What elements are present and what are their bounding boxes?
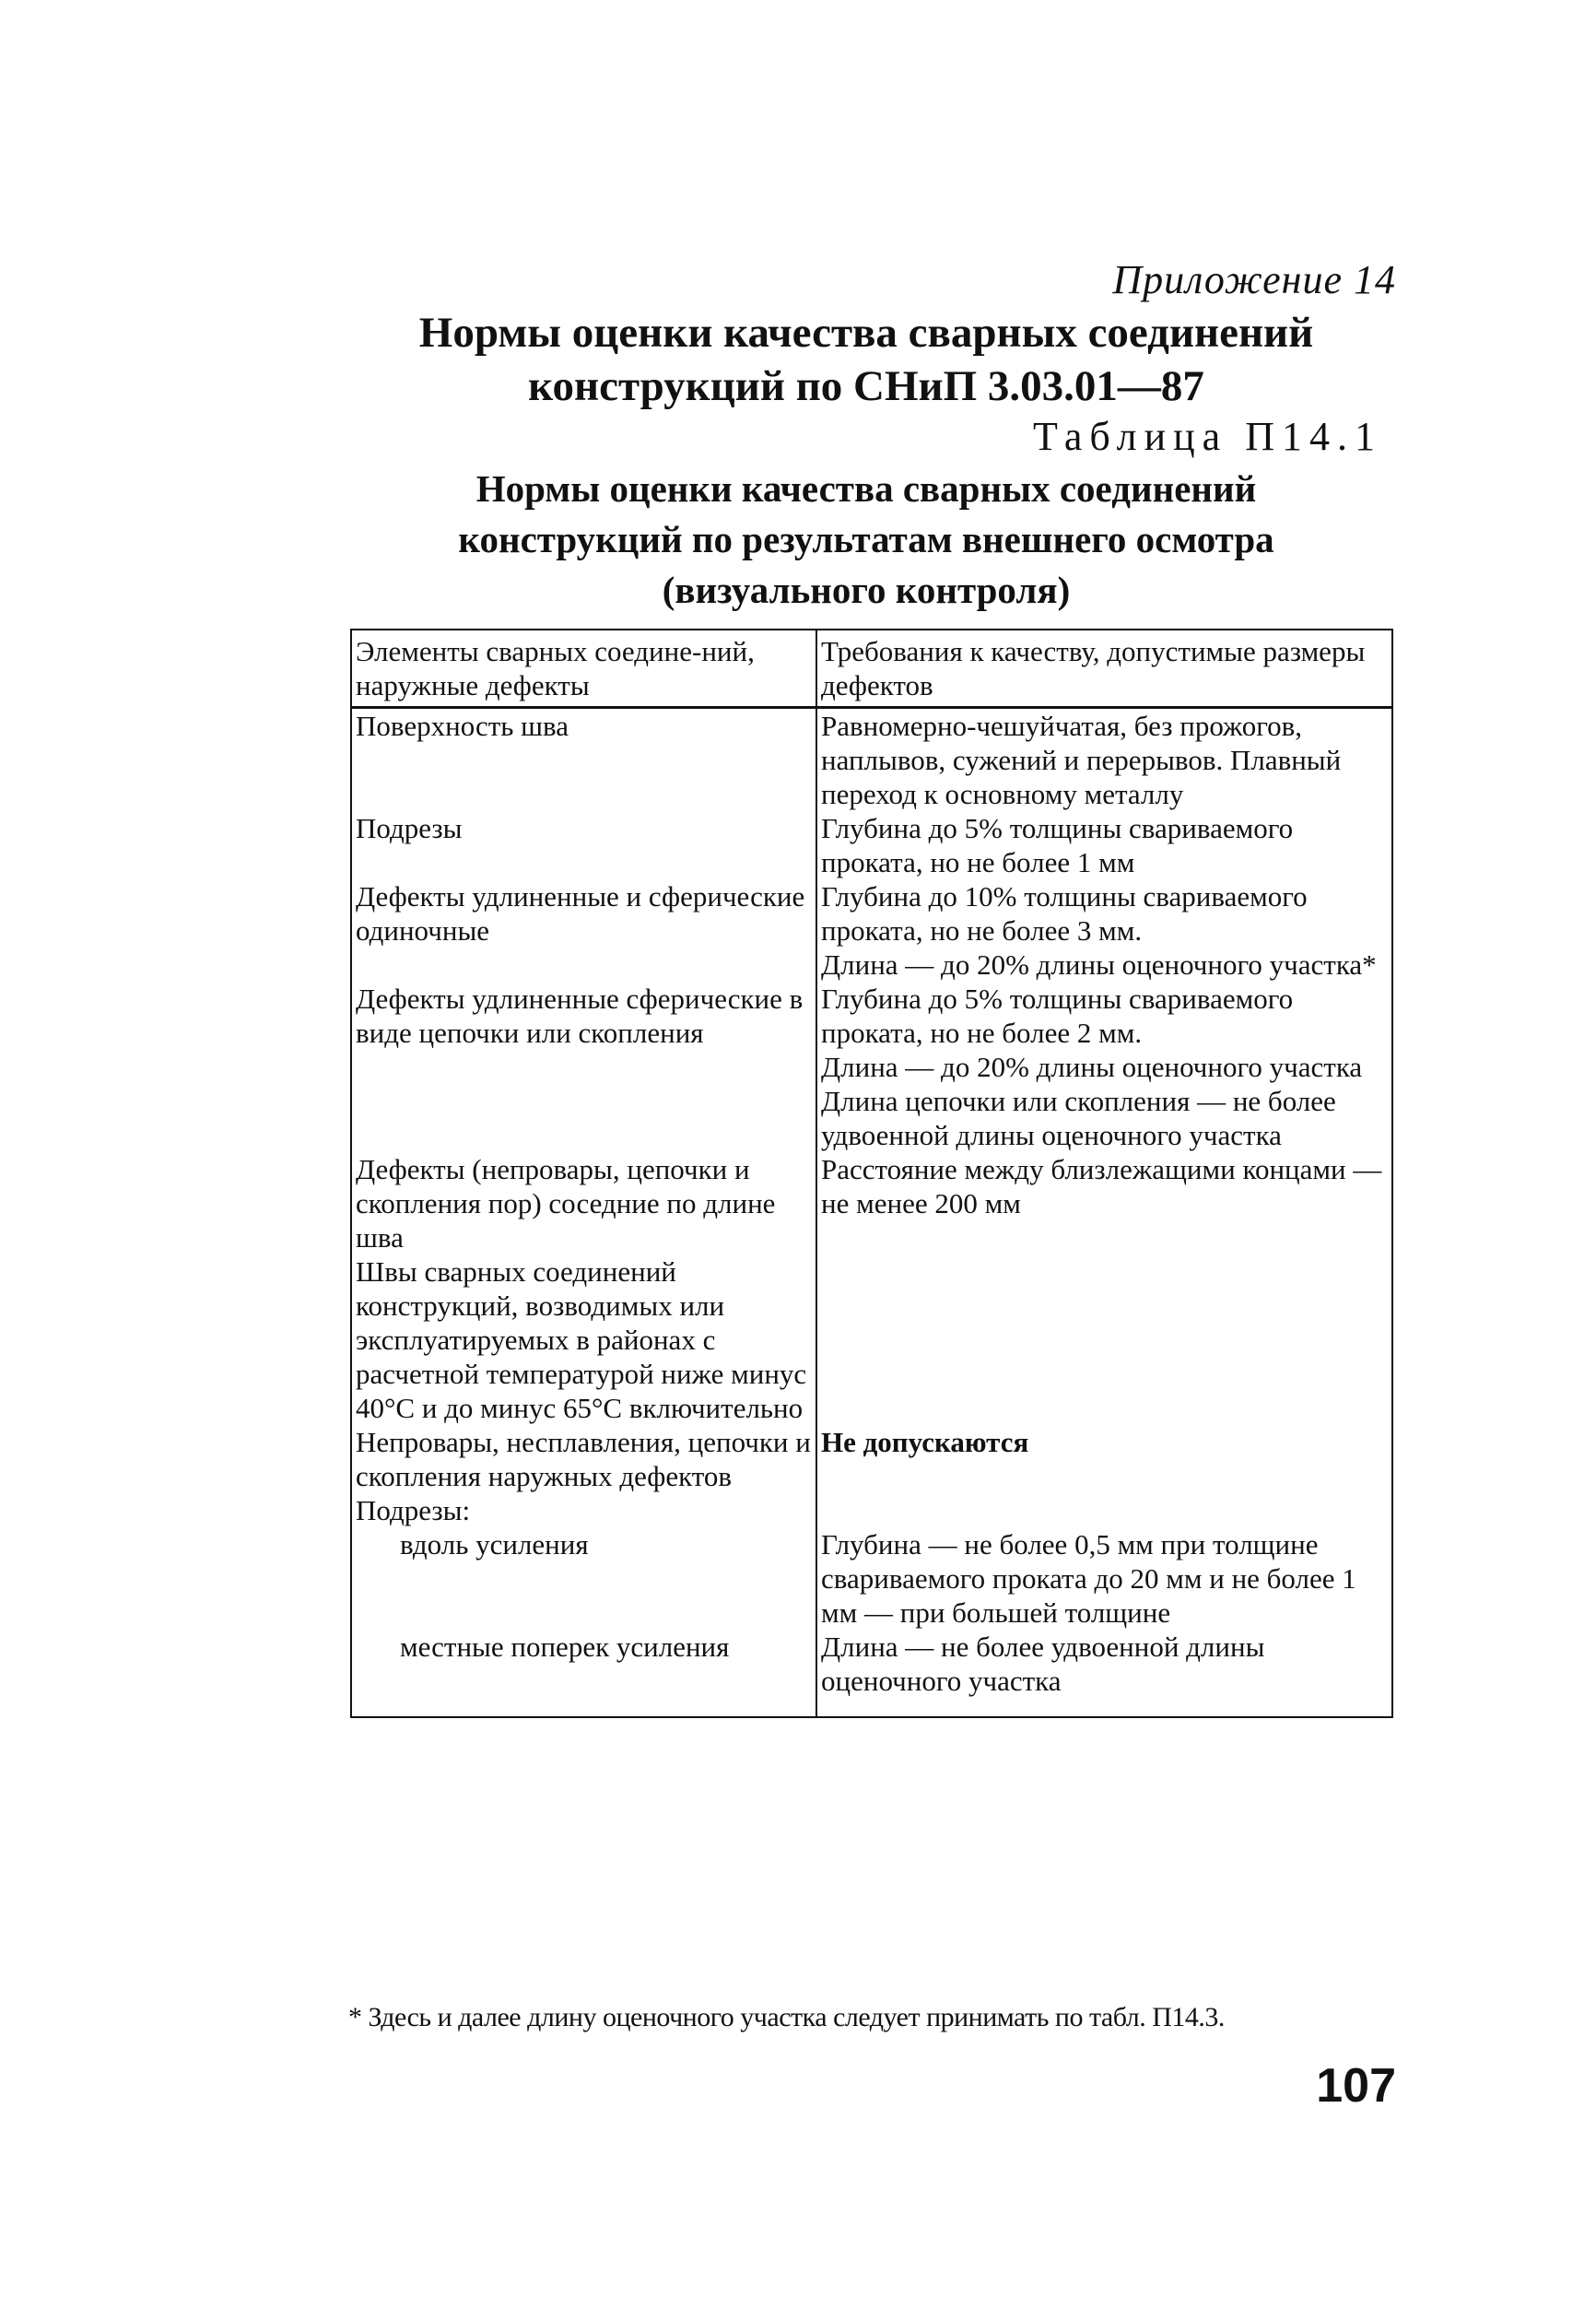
- row-requirement-cell: [816, 879, 1392, 982]
- table-title-line-1: Нормы оценки качества сварных соединений: [475, 467, 1257, 510]
- page-number: 107: [1316, 2059, 1396, 2113]
- requirement-text: Равномерно-чешуйчатая, без прожогов, наплывов, сужений и перерывов. Плавный переход к основному металлу: [821, 710, 1342, 810]
- requirement-text: Не допускаются: [821, 1426, 1029, 1458]
- row-requirement-cell: [816, 1254, 1392, 1425]
- table-row: [351, 1254, 1392, 1425]
- requirement-text: Длина — до 20% длины оценочного участка*: [821, 948, 1377, 981]
- column-header-requirements: Требования к качеству, допустимые размеры дефектов: [816, 630, 1392, 708]
- row-requirement-cell: [816, 708, 1392, 812]
- requirement-text: Глубина — не более 0,5 мм при толщине свариваемого проката до 20 мм и не более 1 мм — при большей толщине: [821, 1528, 1356, 1629]
- row-requirement-cell: [816, 811, 1392, 879]
- table-row: [351, 879, 1392, 982]
- table-number-label: Таблица П14.1: [1033, 414, 1382, 459]
- requirement-text: Расстояние между близлежащими концами — не менее 200 мм: [821, 1153, 1382, 1219]
- footnote: * Здесь и далее длину оценочного участка следует принимать по табл. П14.3.: [348, 2002, 1225, 2032]
- main-title-line-2: конструкций по СНиП 3.03.01—87: [528, 362, 1204, 410]
- row-requirement-cell: [816, 1630, 1392, 1717]
- row-element-cell: Поверхность шва: [351, 708, 816, 812]
- table-title-line-2: конструкций по результатам внешнего осмотра: [458, 518, 1274, 560]
- row-element-cell: Дефекты удлиненные и сферические одиночные: [351, 879, 816, 982]
- requirement-text: Длина — до 20% длины оценочного участка: [821, 1051, 1363, 1083]
- main-title-line-1: Нормы оценки качества сварных соединений: [418, 309, 1314, 357]
- table-row: [351, 1152, 1392, 1254]
- row-element-cell: Подрезы: [351, 811, 816, 879]
- row-element-cell: вдоль усиления: [351, 1527, 816, 1630]
- row-requirement-cell: [816, 1493, 1392, 1527]
- table-title-line-3: (визуального контроля): [662, 569, 1071, 611]
- table-row: [351, 1493, 1392, 1527]
- table-title: [350, 464, 1382, 616]
- table-row: [351, 1630, 1392, 1717]
- appendix-label: Приложение 14: [1112, 257, 1396, 302]
- requirement-text: Глубина до 10% толщины свариваемого проката, но не более 3 мм.: [821, 880, 1308, 947]
- row-requirement-cell: [816, 982, 1392, 1152]
- table-row: [351, 982, 1392, 1152]
- table-row: [351, 1527, 1392, 1630]
- column-header-elements: Элементы сварных соедине-ний, наружные дефекты: [351, 630, 816, 708]
- row-element-cell: Швы сварных соединений конструкций, возводимых или эксплуатируемых в районах с расчетной температурой ниже минус 40°C и до минус 65°C включительно: [351, 1254, 816, 1425]
- table-row: [351, 708, 1392, 812]
- row-element-cell: Дефекты удлиненные сферические в виде цепочки или скопления: [351, 982, 816, 1152]
- quality-norms-table: [350, 629, 1393, 1718]
- main-title: [350, 306, 1382, 413]
- requirement-text: Глубина до 5% толщины свариваемого проката, но не более 1 мм: [821, 812, 1294, 878]
- row-element-cell: Подрезы:: [351, 1493, 816, 1527]
- table-header-row: [351, 630, 1392, 708]
- row-element-cell: местные поперек усиления: [351, 1630, 816, 1717]
- table-row: [351, 1425, 1392, 1493]
- requirement-text: Глубина до 5% толщины свариваемого проката, но не более 2 мм.: [821, 983, 1294, 1049]
- row-requirement-cell: [816, 1152, 1392, 1254]
- table-row: [351, 811, 1392, 879]
- requirement-text: Длина цепочки или скопления — не более удвоенной длины оценочного участка: [821, 1085, 1336, 1151]
- row-requirement-cell: [816, 1527, 1392, 1630]
- row-requirement-cell: [816, 1425, 1392, 1493]
- row-element-cell: Дефекты (непровары, цепочки и скопления пор) соседние по длине шва: [351, 1152, 816, 1254]
- row-element-cell: Непровары, несплавления, цепочки и скопления наружных дефектов: [351, 1425, 816, 1493]
- requirement-text: Длина — не более удвоенной длины оценочного участка: [821, 1631, 1265, 1697]
